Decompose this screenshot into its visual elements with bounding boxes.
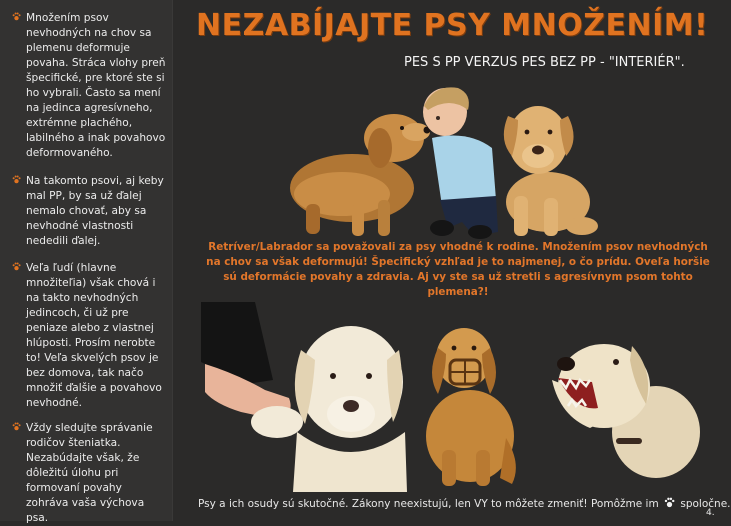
golden-retriever-left bbox=[290, 114, 431, 236]
sidebar-item-text: Množením psov nevhodných na chov sa plemenu deformuje povaha. Stráca vlohy preň špecifické, pre ktoré ste si ho vybrali. Často sa mení na jedinca agresívneho, extrémne plachého, labilného a inak povahovo deformovaného. bbox=[26, 12, 166, 159]
sidebar-item-text: Na takomto psovi, aj keby mal PP, by sa už ďalej nemalo chovať, aby sa nevhodné vlastnosti nededili ďalej. bbox=[26, 175, 164, 247]
footer-end-text: spoločne. bbox=[680, 498, 731, 510]
paw-icon bbox=[664, 497, 675, 508]
sidebar bbox=[0, 0, 173, 524]
paw bbox=[251, 406, 303, 438]
bottom-photo-lab-with-hand bbox=[201, 302, 407, 492]
child bbox=[423, 87, 498, 239]
page-number: 4. bbox=[706, 508, 715, 518]
footer bbox=[198, 497, 731, 510]
sidebar-item bbox=[14, 174, 166, 249]
paw-icon bbox=[12, 422, 21, 431]
sidebar-item-text: Veľa ľudí (hlavne množiteľia) však chová i na takto nevhodných jedincoch, či už pre peniaze alebo z vlastnej hlúposti. Prosím nerobte to! Veľa skvelých psov je bez domova, tak načo množiť ďalšie a povahovo nevhodné. bbox=[26, 262, 162, 409]
top-photo-dogs-and-child bbox=[282, 76, 602, 242]
sidebar-item bbox=[14, 421, 166, 526]
sidebar-item bbox=[14, 11, 166, 161]
middle-text: Retríver/Labrador sa považovali za psy vhodné k rodine. Množením psov nevhodných na chov sa však deformujú! Špecifický vzhľad je to najmenej, o čo prídu. Oveľa horšie sú deformácie povahy a zdravia. Aj vy ste sa už stretli s agresívnym psom tohto plemena?! bbox=[206, 241, 710, 298]
labrador-right bbox=[504, 106, 598, 236]
sidebar-item bbox=[14, 261, 166, 411]
paw-icon bbox=[12, 262, 21, 271]
paw-icon bbox=[12, 12, 21, 21]
page-subtitle: PES S PP VERZUS PES BEZ PP - "INTERIÉR". bbox=[404, 55, 685, 70]
sidebar-item-text: Vždy sledujte správanie rodičov šteniatka. Nezabúdajte však, že dôležitú úlohu pri formovaní povahy zohráva vaša výchova psa. bbox=[26, 422, 153, 524]
footer-text: Psy a ich osudy sú skutočné. Zákony neexistujú, len VY to môžete zmeniť! Pomôžme im bbox=[198, 498, 659, 510]
page-title: NEZABÍJAJTE PSY MNOŽENÍM! bbox=[196, 8, 709, 43]
bottom-photo-aggressive-labrador bbox=[546, 320, 698, 478]
paw-icon bbox=[12, 175, 21, 184]
bottom-photo-golden-muzzle bbox=[412, 318, 524, 488]
